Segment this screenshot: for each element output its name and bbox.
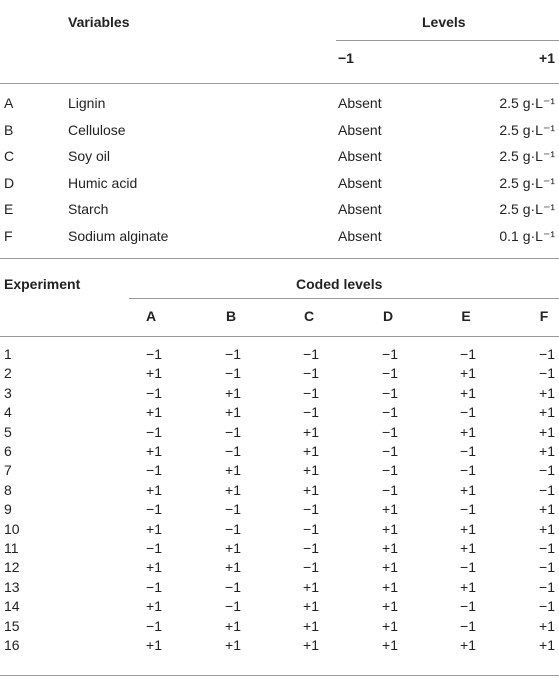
variable-code: A (4, 95, 14, 111)
coded-level-cell: +1 (303, 637, 319, 653)
coded-level-cell: +1 (382, 540, 398, 556)
experiment-number: 12 (4, 559, 20, 576)
header-divider (0, 336, 559, 337)
level-high-value: 2.5 g·L⁻¹ (499, 201, 555, 217)
column-header-e: E (461, 308, 471, 324)
coded-level-cell: +1 (146, 598, 162, 615)
experiment-number: 9 (4, 501, 12, 518)
coded-level-cell: +1 (225, 384, 241, 401)
experiment-row (0, 618, 559, 637)
level-low-value: Absent (338, 95, 382, 111)
experiment-number: 14 (4, 598, 20, 615)
level-high-value: 2.5 g·L⁻¹ (499, 121, 555, 138)
experiment-number: 1 (4, 346, 12, 362)
coded-level-cell: −1 (382, 404, 398, 421)
experiment-number: 7 (4, 462, 12, 479)
experiment-number: 5 (4, 423, 12, 440)
variable-name: Humic acid (68, 174, 138, 191)
coded-level-cell: +1 (460, 540, 476, 556)
coded-level-cell: +1 (225, 481, 241, 498)
experiment-row (0, 521, 559, 540)
experiment-number: 6 (4, 443, 12, 459)
coded-level-cell: +1 (225, 462, 241, 479)
variable-name: Soy oil (68, 148, 111, 164)
coded-level-cell: −1 (539, 559, 555, 576)
column-header-b: B (225, 308, 237, 324)
coded-level-cell: −1 (146, 423, 162, 440)
experiment-number: 8 (4, 481, 12, 498)
coded-level-cell: +1 (225, 559, 241, 576)
experiment-number: 2 (4, 365, 12, 382)
coded-level-cell: +1 (539, 637, 555, 653)
coded-level-cell: −1 (539, 578, 555, 595)
coded-level-cell: −1 (303, 346, 319, 362)
experiment-row (0, 637, 559, 656)
level-plus-header: +1 (539, 50, 555, 66)
experiment-number: 15 (4, 617, 20, 634)
coded-level-cell: −1 (225, 346, 241, 362)
experiment-row (0, 404, 559, 423)
coded-level-cell: −1 (460, 501, 476, 518)
coded-level-cell: −1 (146, 462, 162, 479)
coded-level-cell: −1 (539, 598, 555, 615)
coded-level-cell: +1 (382, 578, 398, 595)
experiment-number: 10 (4, 520, 20, 537)
variable-code: B (4, 121, 14, 138)
experiment-number: 3 (4, 384, 12, 401)
coded-level-cell: −1 (225, 578, 241, 595)
coded-level-cell: −1 (146, 578, 162, 595)
variable-row (0, 122, 559, 148)
experiment-row (0, 482, 559, 501)
coded-level-cell: −1 (146, 540, 162, 556)
coded-level-cell: +1 (146, 404, 162, 421)
variable-name: Starch (68, 201, 109, 217)
coded-level-cell: −1 (303, 365, 319, 382)
coded-level-cell: −1 (539, 481, 555, 498)
coded-level-cell: −1 (225, 423, 241, 440)
coded-level-cell: −1 (382, 481, 398, 498)
coded-level-cell: +1 (382, 637, 398, 653)
level-minus-header: −1 (338, 50, 354, 66)
experiment-number: 13 (4, 578, 20, 595)
coded-level-cell: +1 (539, 384, 555, 401)
coded-level-cell: −1 (146, 384, 162, 401)
coded-level-cell: +1 (460, 520, 476, 537)
experiment-row (0, 365, 559, 384)
coded-level-cell: −1 (146, 501, 162, 518)
experiment-row (0, 501, 559, 520)
coded-level-cell: +1 (539, 501, 555, 518)
coded-level-cell: −1 (539, 540, 555, 556)
experiment-row (0, 559, 559, 578)
coded-level-cell: −1 (146, 346, 162, 362)
coded-level-cell: +1 (382, 598, 398, 615)
coded-level-cell: +1 (460, 365, 476, 382)
level-high-value: 2.5 g·L⁻¹ (499, 174, 555, 191)
coded-level-cell: −1 (303, 559, 319, 576)
experiment-row (0, 385, 559, 404)
coded-level-cell: +1 (539, 423, 555, 440)
column-header-a: A (145, 308, 157, 324)
experiment-number: 16 (4, 637, 20, 653)
coded-level-cell: −1 (539, 346, 555, 362)
coded-level-cell: +1 (303, 617, 319, 634)
coded-level-cell: −1 (460, 443, 476, 459)
coded-level-cell: −1 (303, 520, 319, 537)
column-header-c: C (303, 308, 315, 324)
levels-header: Levels (422, 14, 466, 30)
coded-level-cell: +1 (146, 443, 162, 459)
variable-code: E (4, 201, 14, 217)
experiment-number: 11 (4, 540, 19, 556)
table-bottom-divider (0, 258, 559, 259)
coded-level-cell: −1 (225, 520, 241, 537)
experiment-row (0, 540, 559, 559)
coded-level-cell: −1 (225, 443, 241, 459)
coded-level-cell: +1 (225, 617, 241, 634)
coded-levels-header: Coded levels (296, 276, 383, 292)
coded-level-cell: −1 (303, 501, 319, 518)
coded-level-cell: +1 (146, 637, 162, 653)
coded-level-cell: −1 (146, 617, 162, 634)
coded-level-cell: −1 (460, 346, 476, 362)
table-bottom-divider (0, 675, 559, 676)
coded-level-cell: −1 (303, 384, 319, 401)
coded-level-cell: +1 (382, 520, 398, 537)
coded-level-cell: −1 (382, 462, 398, 479)
coded-level-cell: −1 (460, 559, 476, 576)
coded-level-cell: −1 (382, 423, 398, 440)
coded-level-cell: +1 (303, 423, 319, 440)
level-low-value: Absent (338, 174, 382, 191)
variable-row (0, 228, 559, 254)
experiment-row (0, 579, 559, 598)
variable-code: C (4, 148, 15, 164)
coded-level-cell: +1 (303, 481, 319, 498)
level-high-value: 2.5 g·L⁻¹ (499, 148, 555, 164)
variables-header: Variables (68, 14, 130, 30)
variable-row (0, 201, 559, 227)
coded-level-cell: +1 (146, 559, 162, 576)
column-header-f: F (539, 308, 549, 324)
variable-row (0, 148, 559, 174)
coded-level-cell: −1 (225, 365, 241, 382)
coded-level-cell: +1 (303, 443, 319, 459)
variable-row (0, 175, 559, 201)
variable-row (0, 95, 559, 121)
column-header-d: D (382, 308, 394, 324)
header-divider (0, 83, 559, 84)
level-low-value: Absent (338, 227, 382, 244)
coded-level-cell: +1 (460, 384, 476, 401)
coded-level-cell: −1 (382, 443, 398, 459)
coded-level-cell: +1 (460, 637, 476, 653)
experiment-row (0, 462, 559, 481)
coded-level-cell: +1 (225, 404, 241, 421)
coded-level-cell: +1 (303, 462, 319, 479)
coded-level-cell: +1 (382, 501, 398, 518)
experiment-row (0, 598, 559, 617)
coded-level-cell: +1 (539, 404, 555, 421)
coded-level-cell: −1 (460, 404, 476, 421)
coded-levels-divider (129, 298, 559, 299)
coded-level-cell: +1 (539, 520, 555, 537)
coded-level-cell: +1 (460, 423, 476, 440)
coded-level-cell: +1 (225, 540, 241, 556)
coded-level-cell: −1 (382, 346, 398, 362)
coded-level-cell: +1 (539, 443, 555, 459)
variable-code: F (4, 227, 13, 244)
coded-level-cell: −1 (382, 365, 398, 382)
experiment-row (0, 424, 559, 443)
coded-level-cell: −1 (539, 462, 555, 479)
coded-level-cell: −1 (460, 462, 476, 479)
variable-name: Sodium alginate (68, 227, 169, 244)
coded-level-cell: +1 (382, 559, 398, 576)
levels-divider (336, 40, 559, 41)
coded-level-cell: −1 (460, 617, 476, 634)
experiment-row (0, 443, 559, 462)
coded-level-cell: +1 (382, 617, 398, 634)
experiment-header: Experiment (4, 276, 81, 292)
level-low-value: Absent (338, 148, 382, 164)
level-low-value: Absent (338, 121, 382, 138)
experiment-row (0, 346, 559, 365)
level-high-value: 0.1 g·L⁻¹ (499, 227, 555, 244)
level-high-value: 2.5 g·L⁻¹ (499, 95, 555, 111)
coded-level-cell: −1 (539, 365, 555, 382)
coded-level-cell: −1 (303, 540, 319, 556)
experiment-number: 4 (4, 404, 12, 421)
coded-level-cell: −1 (225, 598, 241, 615)
coded-level-cell: −1 (225, 501, 241, 518)
coded-level-cell: +1 (146, 365, 162, 382)
coded-level-cell: +1 (146, 481, 162, 498)
level-low-value: Absent (338, 201, 382, 217)
coded-level-cell: +1 (303, 598, 319, 615)
coded-level-cell: +1 (460, 481, 476, 498)
coded-level-cell: +1 (460, 578, 476, 595)
variable-name: Lignin (68, 95, 106, 111)
coded-level-cell: +1 (303, 578, 319, 595)
coded-level-cell: +1 (539, 617, 555, 634)
coded-level-cell: +1 (146, 520, 162, 537)
coded-level-cell: −1 (382, 384, 398, 401)
coded-level-cell: +1 (225, 637, 241, 653)
variable-code: D (4, 174, 15, 191)
coded-level-cell: −1 (460, 598, 476, 615)
variable-name: Cellulose (68, 121, 126, 138)
coded-level-cell: −1 (303, 404, 319, 421)
